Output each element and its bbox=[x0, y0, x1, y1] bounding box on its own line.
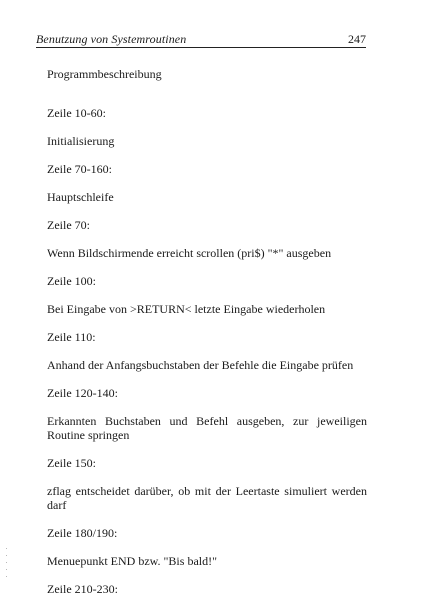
entry-text: Hauptschleife bbox=[47, 190, 114, 204]
entry-label: Zeile 70-160: bbox=[47, 162, 112, 176]
entry-text: zflag entscheidet darüber, ob mit der Leertaste simuliert werden darf bbox=[47, 484, 367, 512]
entry-text: Anhand der Anfangsbuchstaben der Befehle die Eingabe prüfen bbox=[47, 358, 354, 372]
running-header bbox=[36, 32, 366, 46]
scan-margin-specks bbox=[5, 548, 9, 588]
header-title: Benutzung von Systemroutinen bbox=[36, 32, 187, 46]
entry-label: Zeile 70: bbox=[47, 218, 90, 232]
line-description-list bbox=[47, 106, 367, 610]
scan-speck bbox=[6, 562, 7, 563]
scan-speck bbox=[6, 548, 7, 549]
entry-text: Bei Eingabe von >RETURN< letzte Eingabe wiederholen bbox=[47, 302, 326, 316]
page-number: 247 bbox=[348, 32, 366, 46]
scan-speck bbox=[6, 569, 7, 570]
entry-text: Wenn Bildschirmende erreicht scrollen (pri$) "*" ausgeben bbox=[47, 246, 332, 260]
entry-label: Zeile 180/190: bbox=[47, 526, 118, 540]
header-rule bbox=[36, 47, 366, 48]
entry-text: Initialisierung bbox=[47, 134, 115, 148]
entry-label: Zeile 10-60: bbox=[47, 106, 106, 120]
entry-label: Zeile 100: bbox=[47, 274, 96, 288]
entry-label: Zeile 150: bbox=[47, 456, 96, 470]
entry-label: Zeile 110: bbox=[47, 330, 96, 344]
entry-label: Zeile 120-140: bbox=[47, 386, 118, 400]
section-heading: Programmbeschreibung bbox=[47, 67, 162, 81]
entry-label: Zeile 210-230: bbox=[47, 582, 118, 596]
entry-text: Menuepunkt END bzw. "Bis bald!" bbox=[47, 554, 217, 568]
scan-speck bbox=[6, 576, 7, 577]
entry-text: Erkannten Buchstaben und Befehl ausgeben, zur jeweiligen Routine springen bbox=[47, 414, 367, 442]
scan-speck bbox=[6, 555, 7, 556]
